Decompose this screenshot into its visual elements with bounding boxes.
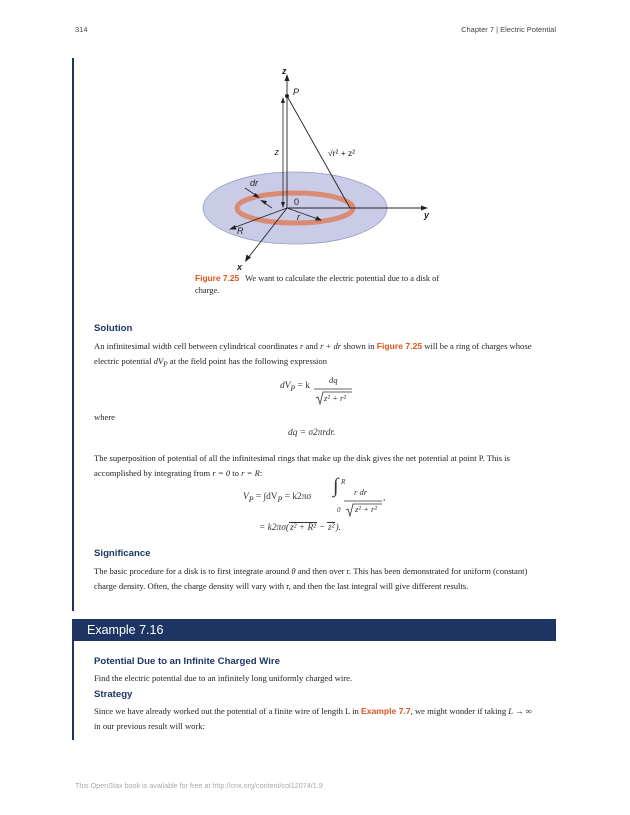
solution-p1-text-c: will be a ring of charges whose electric potential xyxy=(94,341,532,366)
equation-dvp xyxy=(280,381,310,393)
significance-theta: θ xyxy=(291,566,296,576)
figure-7-25-link[interactable]: Figure 7.25 xyxy=(376,341,423,351)
solution-p2-to-word: to xyxy=(232,468,239,478)
solution-p2-text: The superposition of potential of all the infinitesimal rings that make up the disk gives the net potential at point P. This is accomplished by integrating from xyxy=(94,453,510,478)
eq3-upper-limit: R xyxy=(341,478,346,486)
significance-text-b: and then over r. This has been demonstrated for uniform (constant) charge density. Often, the charge density will vary with r, and then the last integral will give different results. xyxy=(94,566,528,591)
solution-p1-text-a: An infinitesimal width cell between cylindrical coordinates xyxy=(94,341,298,351)
figure-caption-label: Figure 7.25 xyxy=(195,273,240,283)
footer-text: This OpenStax book is available for free at http://cnx.org/content/col12074/1.9 xyxy=(75,781,323,790)
equation-vp xyxy=(243,492,311,504)
eq4-end: ). xyxy=(335,523,341,533)
label-z-axis: z xyxy=(282,66,287,76)
solution-paragraph-2 xyxy=(94,451,537,481)
label-dr: dr xyxy=(250,178,259,188)
eq4-sqrt-b: z² xyxy=(327,523,335,533)
solution-p1-dvp-sub: P xyxy=(163,360,168,369)
example-problem-text: Find the electric potential due to an infinitely long uniformly charged wire. xyxy=(94,673,353,683)
eq1-numerator: dq xyxy=(329,375,338,385)
eq4-sqrt-a: z² + R² xyxy=(289,523,316,533)
solution-paragraph-1 xyxy=(94,339,537,373)
page-number: 314 xyxy=(75,25,88,34)
equation-dq: dq = σ2πrdr. xyxy=(288,428,336,438)
solution-heading: Solution xyxy=(94,323,133,334)
strategy-text-a: Since we have already worked out the potential of a finite wire of length L in xyxy=(94,706,359,716)
eq4-prefix: = k2πσ( xyxy=(259,523,289,533)
eq1-sub: P xyxy=(290,383,296,393)
example-title: Example 7.16 xyxy=(87,623,164,637)
eq3-lower-limit: 0 xyxy=(337,506,341,514)
chapter-title: Chapter 7 | Electric Potential xyxy=(461,25,556,34)
label-x-axis: x xyxy=(237,262,243,272)
significance-text-a: The basic procedure for a disk is to first integrate around xyxy=(94,566,290,576)
eq3-comma: , xyxy=(383,493,386,503)
eq1-lhs: dV xyxy=(280,381,291,391)
integral-sign: ∫ xyxy=(333,475,339,497)
eq3-k: = k2πσ xyxy=(284,492,312,502)
label-height: z xyxy=(274,147,279,157)
disk-figure xyxy=(190,62,440,272)
eq3-lhs: V xyxy=(243,492,249,502)
eq4-minus: − xyxy=(319,523,325,533)
figure-caption-text: We want to calculate the electric potential due to a disk of charge. xyxy=(195,274,440,295)
solution-p2-from: r = 0 xyxy=(212,468,231,478)
strategy-paragraph xyxy=(94,704,537,734)
solution-p2-to: r = R xyxy=(241,468,260,478)
label-origin: 0 xyxy=(294,197,300,207)
significance-heading: Significance xyxy=(94,548,151,559)
eq3-sub: P xyxy=(248,494,254,504)
label-R: R xyxy=(237,226,244,236)
significance-paragraph xyxy=(94,564,537,594)
eq3-mid: = ∫dV xyxy=(255,492,278,502)
solution-p1-and: and xyxy=(305,341,318,351)
strategy-heading: Strategy xyxy=(94,689,133,700)
eq1-denominator: z² + r² xyxy=(324,393,346,403)
solution-p1-rdr: r + dr xyxy=(320,341,342,351)
strategy-text-c: in our previous result will work: xyxy=(94,721,205,731)
label-distance: √r² + z² xyxy=(328,148,356,158)
solution-p2-end: : xyxy=(259,468,263,478)
where-text: where xyxy=(94,412,115,422)
strategy-text-b: , we might wonder if taking xyxy=(410,706,507,716)
solution-p1-r: r xyxy=(299,341,304,351)
example-left-bar xyxy=(72,640,74,740)
eq3-denominator: z² + r² xyxy=(355,504,377,514)
point-p xyxy=(285,94,289,98)
solution-p1-text-b: shown in xyxy=(343,341,375,351)
label-y-axis: y xyxy=(424,210,430,220)
eq3-numerator: r dr xyxy=(354,487,368,497)
example-subheading: Potential Due to an Infinite Charged Wire xyxy=(94,656,280,667)
section-left-bar xyxy=(72,58,74,611)
eq3-mid-sub: P xyxy=(277,494,283,504)
solution-p1-dvp: dV xyxy=(153,356,164,366)
eq1-eq: = k xyxy=(297,381,310,391)
example-7-7-link[interactable]: Example 7.7 xyxy=(360,706,411,716)
label-point-p: P xyxy=(293,87,300,97)
figure-caption xyxy=(195,272,445,297)
strategy-math: L → ∞ xyxy=(508,706,532,716)
equation-vp-result xyxy=(259,522,341,533)
solution-p1-text-d: at the field point has the following expression xyxy=(169,356,328,366)
label-r: r xyxy=(297,212,300,222)
